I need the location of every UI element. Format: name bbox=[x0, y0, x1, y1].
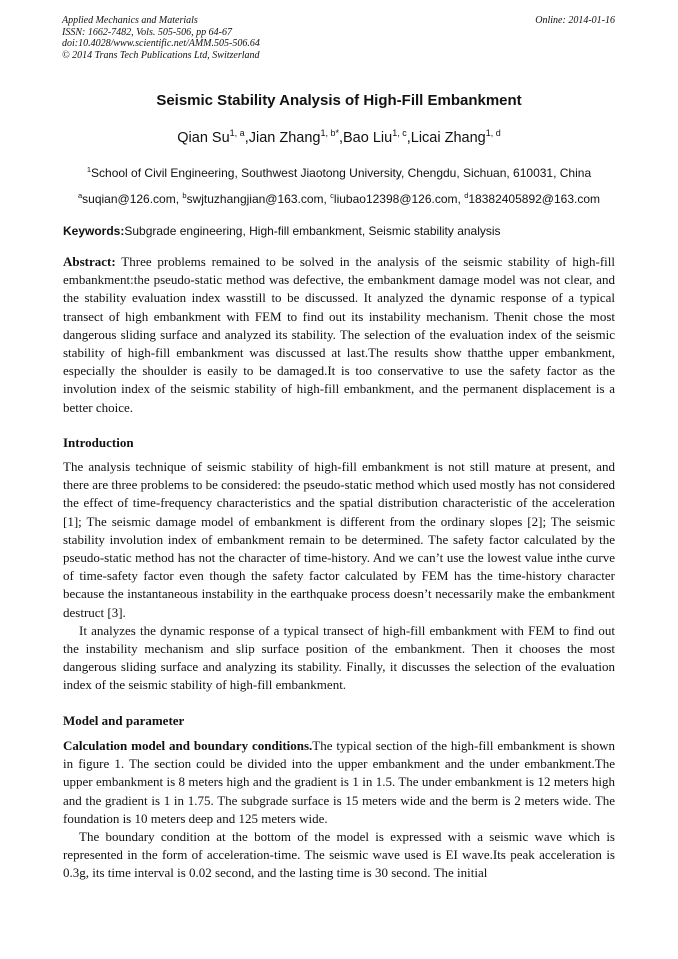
introduction-paragraph-2: It analyzes the dynamic response of a typical transect of high-fill embankment with FEM to find out the instability mechanism and slip surface position of the embankment. Then it chooses the most dangerous sliding surface and analyzing its stability. Finally, it discusses the selection of the evaluation index of the seismic stability of high-fill embankment. bbox=[63, 622, 615, 693]
introduction-heading: Introduction bbox=[63, 435, 134, 450]
keywords bbox=[63, 224, 501, 238]
journal-name: Applied Mechanics and Materials bbox=[62, 15, 198, 26]
email-sup: c bbox=[330, 191, 334, 200]
introduction-paragraph-1: The analysis technique of seismic stability of high-fill embankment is not still mature at present, and there are three problems to be considered: the pseudo-static method which used mostly has not considered the effect of time-frequency characteristics and the spatial distribution characteristic of the acceleration [1]; The seismic damage model of embankment is different from the ordinary slopes [2]; The seismic stability involution index of embankment remain to be determined. The safety factor calculated by the pseudo-static method has not the character of time-history. And we can’t use the lowest value inthe curve of time-safety factor even though the safety factor calculated by FEM has the time-history character because the instantaneous instability in the earthquake process doesn’t necessarily make the embankment destruct [3]. bbox=[63, 459, 615, 620]
paper-title: Seismic Stability Analysis of High-Fill Embankment bbox=[156, 92, 522, 109]
author-list bbox=[0, 130, 678, 146]
calc-model-label: Calculation model and boundary conditions. bbox=[63, 738, 313, 753]
author-sep: , bbox=[338, 130, 344, 146]
doi-line[interactable]: doi:10.4028/www.scientific.net/AMM.505-506.64 bbox=[62, 38, 260, 49]
keywords-label: Keywords: bbox=[63, 224, 125, 238]
email-text[interactable]: liubao12398@126.com, bbox=[333, 192, 465, 206]
boundary-paragraph: The boundary condition at the bottom of the model is expressed with a seismic wave which is represented in the form of acceleration-time. The seismic wave used is EI wave.Its peak acceleration is 0.3g, its time interval is 0.02 second, and the lasting time is 30 second. The initial bbox=[63, 829, 615, 881]
email-text[interactable]: swjtuzhangjian@163.com, bbox=[186, 192, 331, 206]
affiliation-text: School of Civil Engineering, Southwest Jiaotong University, Chengdu, Sichuan, 610031, China bbox=[91, 166, 592, 180]
author-sep: , bbox=[406, 130, 411, 146]
email-text[interactable]: suqian@126.com, bbox=[82, 192, 183, 206]
journal-meta bbox=[62, 15, 260, 61]
abstract-label: Abstract: bbox=[63, 254, 116, 269]
copyright-line: © 2014 Trans Tech Publications Ltd, Switzerland bbox=[62, 49, 260, 61]
email-sup: b bbox=[182, 191, 187, 200]
author-name: Licai Zhang bbox=[410, 130, 486, 146]
author-sup: 1, c bbox=[392, 128, 407, 138]
keywords-text: Subgrade engineering, High-fill embankment, Seismic stability analysis bbox=[124, 224, 501, 238]
issn-line: ISSN: 1662-7482, Vols. 505-506, pp 64-67 bbox=[62, 26, 232, 38]
online-date: Online: 2014-01-16 bbox=[535, 15, 615, 26]
abstract bbox=[63, 253, 615, 417]
author-name: Jian Zhang bbox=[248, 130, 321, 146]
model-body bbox=[63, 737, 615, 883]
author-sup: 1, b* bbox=[320, 128, 339, 138]
affiliation bbox=[0, 166, 678, 180]
email-sup: d bbox=[464, 191, 469, 200]
model-heading: Model and parameter bbox=[63, 713, 185, 728]
author-sep: , bbox=[244, 130, 249, 146]
email-sup: a bbox=[77, 191, 83, 200]
email-text[interactable]: 18382405892@163.com bbox=[468, 192, 600, 206]
author-sup: 1, a bbox=[229, 128, 245, 138]
author-sup: 1, d bbox=[485, 128, 501, 138]
calc-model-text: The typical section of the high-fill embankment is shown in figure 1. The section could be divided into the upper embankment and the under embankment.The upper embankment is 8 meters high and the gradient is 1 in 1.5. The under embankment is 12 meters high and the gradient is 1 in 1.75. The subgrade surface is 15 meters wide and the berm is 2 meters wide. The foundation is 10 meters deep and 125 meters wide. bbox=[63, 738, 615, 826]
author-name: Qian Su bbox=[177, 130, 230, 146]
affiliation-sup: 1 bbox=[86, 165, 92, 174]
email-list bbox=[0, 192, 678, 206]
author-name: Bao Liu bbox=[343, 130, 393, 146]
introduction-body bbox=[63, 458, 615, 695]
abstract-text: Three problems remained to be solved in the analysis of the seismic stability of high-fill embankment:the pseudo-static method was defective, the embankment damage model was not clear, and the stability evaluation index wasstill to be discussed. It analyzed the dynamic response of a typical transect of high embankment with FEM to find out its instability mechanism. Thenit chose the most dangerous sliding surface and analyzed its stability. The selection of the evaluation index of the seismic stability of high-fill embankment was discussed at last.The results show thatthe upper embankment, especially the shoulder is easily to be damaged.It is too conservative to use the safety factor as the involution index of the seismic stability of high-fill embankment, and the permanent displacement is a better choice. bbox=[63, 254, 615, 415]
